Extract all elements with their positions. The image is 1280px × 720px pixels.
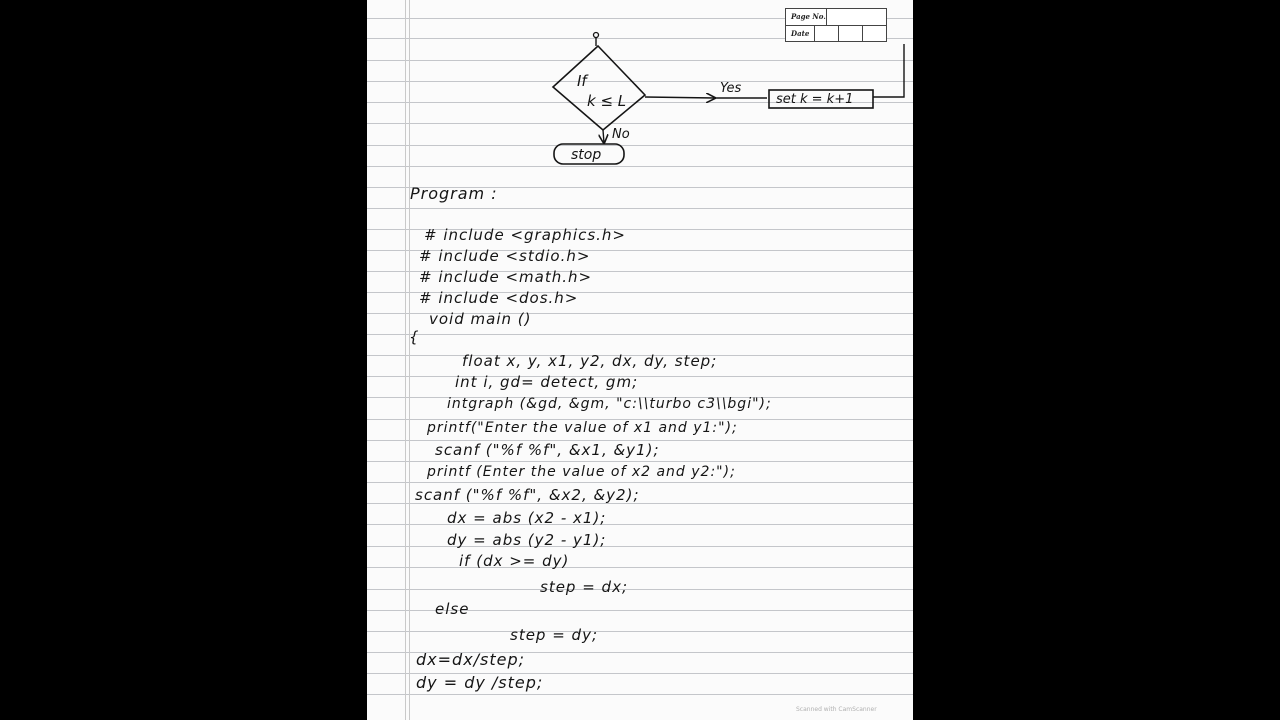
code-line: if (dx >= dy) <box>459 552 570 570</box>
ruled-line <box>367 694 913 695</box>
code-line: int i, gd= detect, gm; <box>455 373 639 391</box>
date-label: Date <box>791 29 810 38</box>
loop-back-line <box>873 44 904 97</box>
no-label: No <box>612 127 630 142</box>
program-heading: Program : <box>410 184 498 203</box>
connector-node <box>594 33 599 38</box>
ruled-line <box>367 334 913 335</box>
code-line: scanf ("%f %f", &x2, &y2); <box>415 486 640 504</box>
ruled-line <box>367 631 913 632</box>
code-line: step = dx; <box>540 578 629 596</box>
code-line: dx=dx/step; <box>416 650 526 669</box>
code-line: step = dy; <box>510 626 599 644</box>
scanner-watermark: Scanned with CamScanner <box>796 706 877 713</box>
code-line: dx = abs (x2 - x1); <box>447 509 607 527</box>
yes-label: Yes <box>720 81 742 96</box>
code-line: scanf ("%f %f", &x1, &y1); <box>435 441 660 459</box>
ruled-line <box>367 567 913 568</box>
decision-text-line1: If <box>577 72 587 90</box>
code-line: printf("Enter the value of x1 and y1:"); <box>427 420 738 436</box>
decision-diamond <box>553 46 645 130</box>
ruled-line <box>367 482 913 483</box>
notebook-page <box>367 0 913 720</box>
terminal-text: stop <box>571 147 602 163</box>
code-line: else <box>435 600 470 618</box>
ruled-line <box>367 589 913 590</box>
code-line: dy = dy /step; <box>416 673 544 692</box>
code-line: # include <math.h> <box>419 268 593 286</box>
code-line: { <box>409 328 420 346</box>
code-line: printf (Enter the value of x2 and y2:"); <box>427 464 736 480</box>
code-line: # include <graphics.h> <box>424 226 626 244</box>
code-line: void main () <box>429 310 532 328</box>
ruled-line <box>367 208 913 209</box>
code-line: dy = abs (y2 - y1); <box>447 531 607 549</box>
code-line: float x, y, x1, y2, dx, dy, step; <box>462 352 718 370</box>
no-arrow <box>603 130 604 143</box>
code-line: # include <stdio.h> <box>419 247 591 265</box>
yes-arrow <box>645 97 715 98</box>
process-text: set k = k+1 <box>776 92 854 107</box>
ruled-line <box>367 461 913 462</box>
code-line: intgraph (&gd, &gm, "c:\\turbo c3\\bgi"); <box>447 396 772 412</box>
page-number-label: Page No. <box>791 12 826 21</box>
decision-text-line2: k ≤ L <box>587 92 627 110</box>
ruled-line <box>367 376 913 377</box>
code-line: # include <dos.h> <box>419 289 579 307</box>
